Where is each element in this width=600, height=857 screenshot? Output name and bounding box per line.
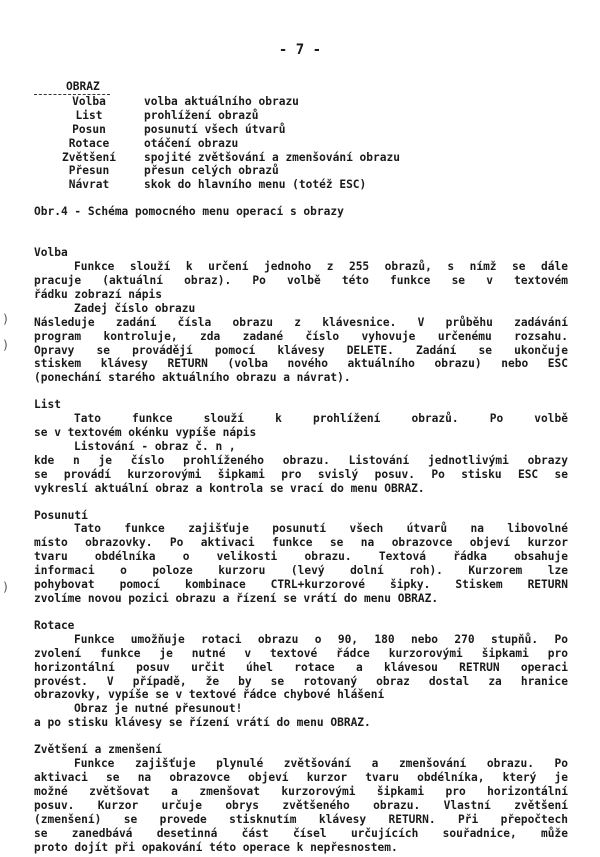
text-line: zvolení funkce je nutné v textové řádce kurzorovými šipkami pro xyxy=(34,646,568,660)
text-line: se provádí kurzorovými šipkami pro svislý posuv. Po stisku ESC se xyxy=(34,467,568,481)
section-zvetseni xyxy=(34,743,568,854)
text-line: možné zvětšovat a zmenšovat kurzorovými šipkami pro horizontální xyxy=(34,784,568,798)
text-line: kde n je číslo prohlíženého obrazu. Listování jednotlivými obrazy xyxy=(34,453,568,467)
text-line: pracuje (aktuální obraz). Po volbě této funkce se v textovém xyxy=(34,273,568,287)
text-line: (zmenšení) se provede stisknutím klávesy RETURN. Při přepočtech xyxy=(34,812,568,826)
margin-mark: ) xyxy=(2,312,10,326)
margin-mark: ) xyxy=(2,580,10,594)
menu-key: Návrat xyxy=(68,178,110,192)
section-posunuti xyxy=(34,509,568,606)
text-line: Následuje zadání čísla obrazu z klávesnice. V průběhu zadávání xyxy=(34,315,568,329)
menu-key: Rotace xyxy=(68,136,110,150)
menu-desc: volba aktuálního obrazu xyxy=(144,94,299,108)
section-title: Rotace xyxy=(34,618,75,632)
menu-row xyxy=(34,123,568,137)
text-line: horizontální posuv určit úhel rotace a klávesou RETRUN operaci xyxy=(34,660,568,674)
menu-row xyxy=(34,178,568,192)
menu-desc: přesun celých obrazů xyxy=(144,164,279,178)
text-line: řádku zobrazí nápis xyxy=(34,287,162,301)
margin-mark: ) xyxy=(2,338,10,352)
menu-key: Volba xyxy=(72,94,106,108)
text-line: Opravy se provádějí pomocí klávesy DELETE. Zadání se ukončuje xyxy=(34,343,568,357)
text-line: Funkce slouží k určení jednoho z 255 obrazů, s nímž se dále xyxy=(74,260,568,274)
menu-row xyxy=(34,109,568,123)
section-volba xyxy=(34,246,568,385)
text-line: zvolíme novou pozici obrazu a řízení se vrátí do menu OBRAZ. xyxy=(34,592,439,605)
menu-key: Posun xyxy=(72,122,106,136)
text-line: (ponechání starého aktuálního obrazu a návrat). xyxy=(34,371,351,385)
page-number: - 7 - xyxy=(278,42,322,58)
text-line: Obraz je nutné přesunout! xyxy=(74,702,243,716)
menu-desc: otáčení obrazu xyxy=(144,136,239,150)
text-line: Funkce umožňuje rotaci obrazu o 90, 180 nebo 270 stupňů. Po xyxy=(74,632,568,646)
menu-title: OBRAZ xyxy=(66,80,100,93)
menu-key: Zvětšení xyxy=(62,150,116,164)
document-body xyxy=(34,80,568,854)
menu-table xyxy=(34,95,568,192)
text-line: obrazovky, vypíše se v textové řádce chybové hlášení xyxy=(34,688,385,702)
text-line: místo obrazovky. Po aktivaci funkce se na obrazovce objeví kurzor xyxy=(34,536,568,550)
text-line: Zadej číslo obrazu xyxy=(74,301,196,315)
text-line: Tato funkce slouží k prohlížení obrazů. Po volbě xyxy=(74,412,568,426)
section-title: Volba xyxy=(34,246,68,260)
menu-desc: posunutí všech útvarů xyxy=(144,122,286,136)
text-line: se v textovém okénku vypíše nápis xyxy=(34,426,257,440)
menu-key: List xyxy=(75,108,103,122)
menu-key: Přesun xyxy=(68,164,110,178)
menu-row xyxy=(34,151,568,165)
figure-caption: Obr.4 - Schéma pomocného menu operací s obrazy xyxy=(34,205,344,219)
text-line: tvaru obdélníka o velikosti obrazu. Textová řádka obsahuje xyxy=(34,550,568,564)
menu-row xyxy=(34,164,568,178)
text-line: aktivaci se na obrazovce objeví kurzor tvaru obdélníka, který je xyxy=(34,770,568,784)
menu-row xyxy=(34,95,568,109)
menu-desc: spojité zvětšování a zmenšování obrazu xyxy=(144,150,400,164)
text-line: stiskem klávesy RETURN (volba nového aktuálního obrazu) nebo ESC xyxy=(34,357,568,371)
text-line: pohybovat pomocí kombinace CTRL+kurzorové šipky. Stiskem RETURN xyxy=(34,578,568,592)
text-line: a po stisku klávesy se řízení vrátí do menu OBRAZ. xyxy=(34,716,371,730)
section-rotace xyxy=(34,619,568,730)
menu-desc: skok do hlavního menu (totéž ESC) xyxy=(144,178,367,192)
text-line: vykreslí aktuální obraz a kontrola se vrací do menu OBRAZ. xyxy=(34,481,425,495)
section-list xyxy=(34,398,568,495)
text-line: posuv. Kurzor určuje obrys zvětšeného obrazu. Vlastní zvětšení xyxy=(34,798,568,812)
text-line: proto dojít při opakování této operace k nepřesnostem. xyxy=(34,840,398,854)
text-line: Tato funkce zajišťuje posunutí všech útvarů na libovolné xyxy=(74,522,568,536)
section-title: Posunutí xyxy=(34,508,88,522)
menu-desc: prohlížení obrazů xyxy=(144,108,259,122)
text-line: provést. V případě, že by se rotovaný obraz dostal za hranice xyxy=(34,674,568,688)
section-title: Zvětšení a zmenšení xyxy=(34,743,162,757)
section-title: List xyxy=(34,398,61,412)
text-line: Funkce zajišťuje plynulé zvětšování a zmenšování obrazu. Po xyxy=(74,757,568,771)
menu-row xyxy=(34,137,568,151)
text-line: se zanedbává desetinná část čísel určujících souřadnice, může xyxy=(34,826,568,840)
text-line: informaci o poloze kurzoru (levý dolní roh). Kurzorem lze xyxy=(34,564,568,578)
text-line: Listování - obraz č. n , xyxy=(74,439,236,453)
text-line: program kontroluje, zda zadané číslo vyhovuje určenému rozsahu. xyxy=(34,329,568,343)
